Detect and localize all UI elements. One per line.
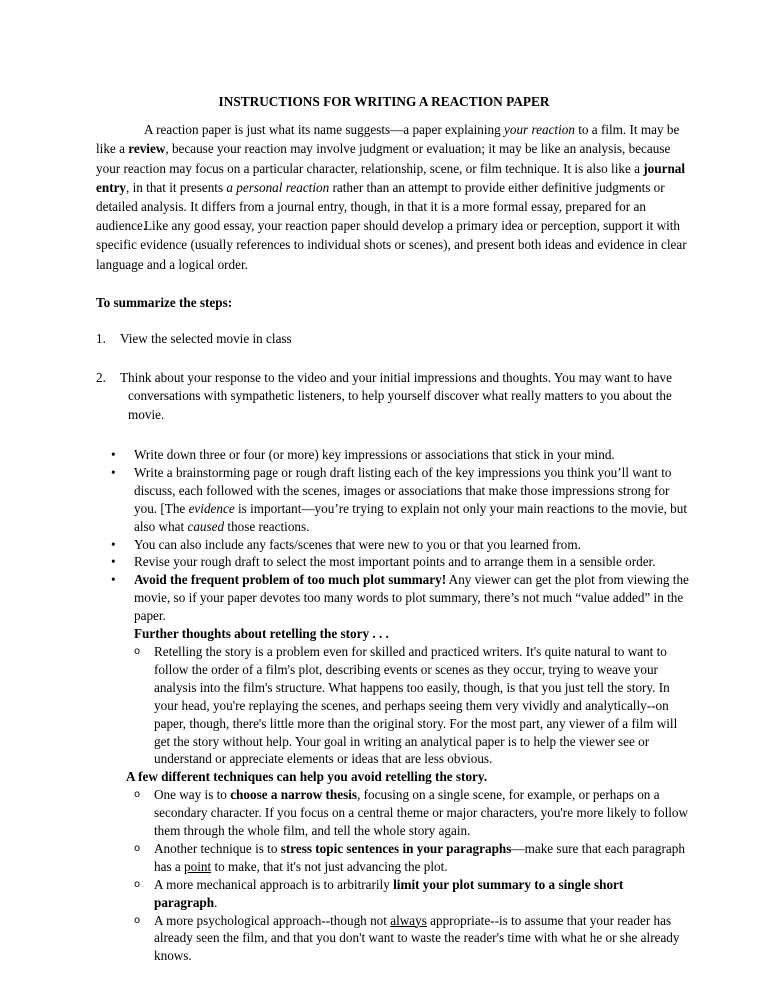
circle-bullet-icon: o — [134, 914, 141, 926]
list-item: • Avoid the frequent problem of too much plot summary! Any viewer can get the plot from viewing the movie, so if your paper devotes too many words to plot summary, there’s not much “value added” in the paper. Further thoughts about retelling the story . . . o Retelling the story is a problem even for skilled and practiced writers. It's quite natural to want to follow the order of a film's plot, describing events or scenes as they occur, trying to weave your analysis into the film's structure. What happens too easily, though, is that you just tell the story. In your head, you're replaying the scenes, and perhaps seeing them very vividly and analytically--on paper, though, there's little more than the original story. For the most part, any viewer of a film will get the story without help. Your goal in writing an analytical paper is to help the viewer see or understand or appreciate elements or ideas that are less obvious. A few different techniques can help you avoid retelling the story. o One way is to choose a narrow thesis, focusing on a single scene, for example, or perhaps on a secondary character. If you focus on a central theme or major characters, you're more likely to follow them through the whole film, and tell the whole story again. o Another technique is to stress topic sentences in your paragraphs—make sure that each paragraph has a point to make, that it's not just advancing the plot. o A more mechanical approach is to arbitrarily limit your plot summary to a single short paragraph. o A more psychological approach--though not always appropriate--is to assume that your reader has already seen the film, and that you don't want to waste the reader's time with what he or she already knows. — [111, 572, 689, 964]
bullet-icon: • — [111, 572, 116, 588]
techniques-list — [134, 786, 689, 965]
document-title: INSTRUCTIONS FOR WRITING A REACTION PAPER — [218, 94, 550, 109]
list-item: o One way is to choose a narrow thesis, focusing on a single scene, for example, or perhaps on a secondary character. If you focus on a central theme or major characters, you're more likely to follow them through the whole film, and tell the whole story again. — [134, 787, 689, 839]
list-item: • Revise your rough draft to select the most important points and to arrange them in a sensible order. — [111, 554, 656, 570]
step-number: 1. — [96, 331, 106, 346]
list-item: • Write a brainstorming page or rough draft listing each of the key impressions you think you’ll want to discuss, each followed with the scenes, images or associations that make those impressions strong for you. [The evidence is important—you’re trying to explain not only your main reactions to the movie, but also what caused those reactions. — [111, 464, 688, 534]
techniques-heading: A few different techniques can help you avoid retelling the story. — [126, 769, 488, 785]
circle-bullet-icon: o — [134, 878, 141, 890]
list-item: o A more psychological approach--though not always appropriate--is to assume that your reader has already seen the film, and that you don't want to waste the reader's time with what he or she already knows. — [134, 912, 680, 964]
list-item: o Retelling the story is a problem even for skilled and practiced writers. It's quite natural to want to follow the order of a film's plot, describing events or scenes as they occur, trying to weave your analysis into the film's structure. What happens too easily, though, is that you just tell the story. In your head, you're replaying the scenes, and perhaps seeing them very vividly and analytically--on paper, though, there's little more than the original story. For the most part, any viewer of a film will get the story without help. Your goal in writing an analytical paper is to help the viewer see or understand or appreciate elements or ideas that are less obvious. — [134, 643, 678, 767]
bullet-icon: • — [111, 464, 116, 480]
step-number: 2. — [96, 370, 106, 385]
circle-bullet-icon: o — [134, 842, 141, 854]
step-text: Think about your response to the video and your initial impressions and thoughts. You may want to have conversations with sympathetic listeners, to help yourself discover what really matters to you about the movie. — [120, 370, 672, 422]
further-list — [134, 643, 689, 768]
bullet-icon: • — [111, 536, 116, 552]
step-bullet-list — [111, 446, 689, 965]
bullet-icon: • — [111, 447, 116, 462]
list-item: o A more mechanical approach is to arbitrarily limit your plot summary to a single short paragraph. — [134, 876, 624, 910]
circle-bullet-icon: o — [134, 789, 141, 801]
bullet-icon: • — [111, 554, 116, 570]
essay-paragraph: Like any good essay, your reaction paper should develop a primary idea or perception, support it with specific evidence (usually references to individual shots or scenes), and present both ideas and evidence in clear language and a logical order. — [96, 218, 687, 272]
circle-bullet-icon: o — [134, 645, 141, 657]
list-item: • Write down three or four (or more) key impressions or associations that stick in your mind. — [111, 447, 615, 462]
step-text: View the selected movie in class — [120, 331, 292, 346]
list-item: o Another technique is to stress topic sentences in your paragraphs—make sure that each paragraph has a point to make, that it's not just advancing the plot. — [134, 840, 685, 874]
further-heading: Further thoughts about retelling the story . . . — [134, 626, 389, 642]
list-item: • You can also include any facts/scenes that were new to you or that you learned from. — [111, 536, 581, 552]
intro-paragraph: A reaction paper is just what its name suggests—a paper explaining your reaction to a film. It may be like a review, because your reaction may involve judgment or evaluation; it may be like an analysis, because your reaction may focus on a particular character, relationship, scene, or film technique. It is also like a journal entry, in that it presents a personal reaction rather than an attempt to provide either definitive judgments or detailed analysis. It differs from a journal entry, though, in that it is a more formal essay, prepared for an audience. — [96, 122, 686, 234]
summary-heading: To summarize the steps: — [96, 295, 233, 310]
